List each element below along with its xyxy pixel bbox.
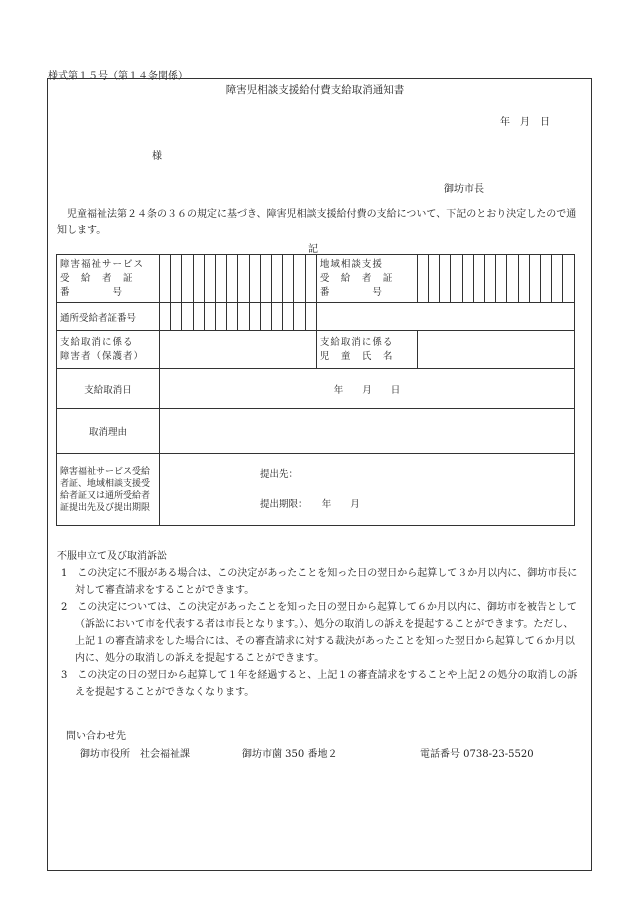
digit-cell[interactable] [473,255,484,303]
label-line: 受 給 者 証 [60,272,134,284]
label-line: 障害福祉サービス [60,258,145,270]
commuting-cert-label: 通所受給者証番号 [57,303,160,331]
reason-label: 取消理由 [57,409,160,454]
digit-cell[interactable] [260,303,271,331]
child-name-label [316,331,417,369]
digit-cell[interactable] [417,255,428,303]
digit-cell[interactable] [204,303,215,331]
issue-date: 年 月 日 [500,117,550,128]
digit-cell[interactable] [451,255,462,303]
digit-cell[interactable] [283,303,294,331]
digit-cell[interactable] [216,255,227,303]
cancel-date-field[interactable]: 年 月 日 [159,369,574,409]
digit-cell[interactable] [171,303,182,331]
digit-cell[interactable] [541,255,552,303]
submit-field[interactable] [159,454,574,526]
addressee-suffix: 様 [152,151,162,162]
digit-cell[interactable] [428,255,439,303]
submit-label: 障害福祉サービス受給者証、地域相談支援受給者証又は通所受給者証提出先及び提出期限 [57,454,160,526]
table-row [57,409,575,454]
ki-marker: 記 [308,244,318,255]
contact-address: 御坊市薗 350 番地２ [242,749,338,760]
table-row [57,454,575,526]
label-line: 児 童 氏 名 [319,350,394,362]
child-name-field[interactable] [417,331,574,369]
table-row [57,331,575,369]
digit-cell[interactable] [182,303,193,331]
blank-cell [316,303,574,331]
label-line: 支給取消に係る [319,336,394,348]
digit-cell[interactable] [272,303,283,331]
digit-cell[interactable] [529,255,540,303]
label-line: 受 給 者 証 [319,272,394,284]
digit-cell[interactable] [440,255,451,303]
notice-table [56,254,575,526]
contact-phone: 電話番号 0738-23-5520 [420,749,534,760]
reason-field[interactable] [159,409,574,454]
digit-cell[interactable] [563,255,575,303]
digit-cell[interactable] [182,255,193,303]
intro-text: 児童福祉法第２４条の３６の規定に基づき、障害児相談支援給付費の支給について、下記のとおり決定したので通知します。 [57,209,577,236]
label-line: 支給取消に係る [60,336,134,348]
guardian-label [57,331,160,369]
digit-cell[interactable] [171,255,182,303]
regional-cert-label [316,255,417,303]
label-line: 番 号 [319,286,383,298]
digit-cell[interactable] [272,255,283,303]
digit-cell[interactable] [305,255,316,303]
digit-cell[interactable] [159,303,170,331]
digit-cell[interactable] [507,255,518,303]
digit-cell[interactable] [283,255,294,303]
digit-cell[interactable] [294,303,305,331]
digit-cell[interactable] [159,255,170,303]
welfare-cert-label [57,255,160,303]
digit-cell[interactable] [249,303,260,331]
digit-cell[interactable] [227,303,238,331]
label-line: 番 号 [60,286,124,298]
digit-cell[interactable] [216,303,227,331]
issuer: 御坊市長 [444,184,484,195]
digit-cell[interactable] [552,255,563,303]
digit-cell[interactable] [193,255,204,303]
digit-cell[interactable] [484,255,495,303]
digit-cell[interactable] [462,255,473,303]
digit-cell[interactable] [238,303,249,331]
table-row [57,303,575,331]
digit-cell[interactable] [518,255,529,303]
guardian-field[interactable] [159,331,316,369]
table-row [57,369,575,409]
document-title: 障害児相談支援給付費支給取消通知書 [225,84,405,96]
label-line: 地域相談支援 [319,258,383,270]
submit-to: 提出先： [259,468,298,480]
cancel-date-label: 支給取消日 [57,369,160,409]
digit-cell[interactable] [294,255,305,303]
contact-heading: 問い合わせ先 [66,731,126,742]
submit-deadline: 提出期限： 年 月 [259,498,360,510]
label-line: 障害者（保護者） [60,350,145,362]
appeal-item-1: 1 この決定に不服がある場合は、この決定があったことを知った日の翌日から起算して３か月以内に、御坊市長に対して審査請求をすることができます。 [61,568,578,596]
digit-cell[interactable] [227,255,238,303]
digit-cell[interactable] [260,255,271,303]
digit-cell[interactable] [238,255,249,303]
digit-cell[interactable] [204,255,215,303]
form-number: 様式第１５号（第１４条関係） [48,71,188,82]
table-row [57,255,575,303]
appeal-section [57,548,582,701]
appeal-item-2: 2 この決定については、この決定があったことを知った日の翌日から起算して６か月以内に、御坊市を被告として（訴訟において市を代表する者は市長となります。）、処分の取消しの訴えを提起することができます。ただし、上記１の審査請求をした場合には、その審査請求に対する裁決があったことを知った翌日から起算して６か月以内に、処分の取消しの訴えを提起することができます。 [61,602,578,664]
appeal-heading: 不服申立て及び取消訴訟 [57,551,167,562]
appeal-item-3: 3 この決定の日の翌日から起算して１年を経過すると、上記１の審査請求をすることや上記２の処分の取消しの訴えを提起することができなくなります。 [61,670,578,698]
digit-cell[interactable] [249,255,260,303]
digit-cell[interactable] [193,303,204,331]
digit-cell[interactable] [305,303,316,331]
contact-office: 御坊市役所 社会福祉課 [80,749,190,760]
digit-cell[interactable] [496,255,507,303]
